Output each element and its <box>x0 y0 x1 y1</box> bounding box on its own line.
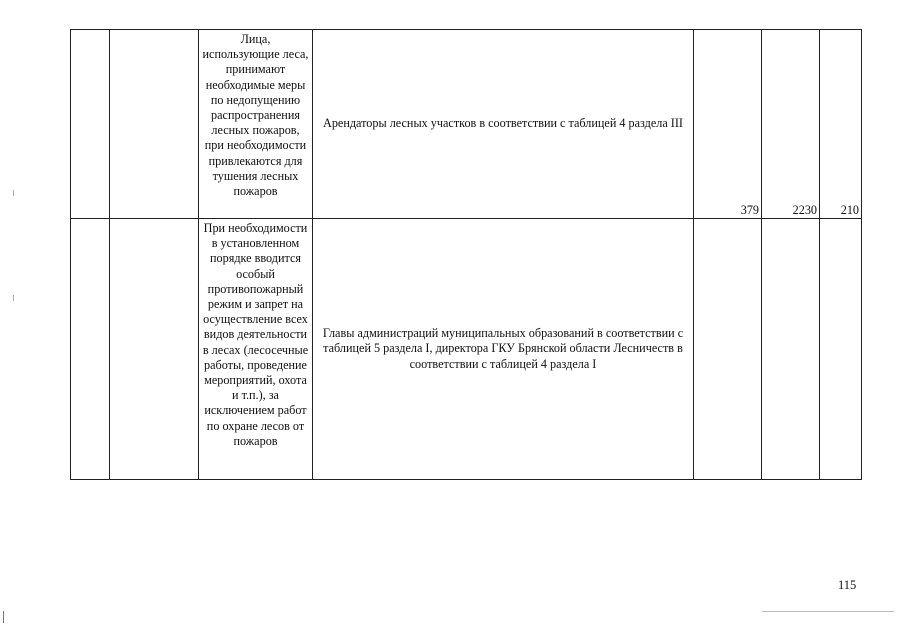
value-cell-1: 379 <box>694 30 762 219</box>
value-cell-2: 2230 <box>762 30 820 219</box>
value-cell-3: 210 <box>820 30 862 219</box>
value-cell-1 <box>694 219 762 480</box>
table-row <box>71 30 862 219</box>
scan-mark <box>13 190 14 196</box>
measures-cell: При необходимости в установленном порядке вводится особый противопожарный режим и запрет на осуществление всех видов деятельности в лесах (лесосечные работы, проведение мероприятий, охота и т.п.), за исключением работ по охране лесов от пожаров <box>199 219 313 480</box>
number-cell <box>71 219 110 480</box>
event-cell <box>110 30 199 219</box>
measures-cell: Лица, использующие леса, принимают необходимые меры по недопущению распространения лесных пожаров, при необходимости привлекаются для тушения лесных пожаров <box>199 30 313 219</box>
responsible-cell: Арендаторы лесных участков в соответствии с таблицей 4 раздела III <box>313 30 694 219</box>
scan-mark <box>13 295 14 301</box>
page-number: 115 <box>838 578 857 592</box>
footer-rule <box>762 611 894 612</box>
value-cell-2 <box>762 219 820 480</box>
value-cell-3 <box>820 219 862 480</box>
document-table <box>70 29 862 480</box>
scan-mark <box>3 611 4 623</box>
table-row <box>71 219 862 480</box>
number-cell <box>71 30 110 219</box>
responsible-cell: Главы администраций муниципальных образований в соответствии с таблицей 5 раздела I, директора ГКУ Брянской области Лесничеств в соответствии с таблицей 4 раздела I <box>313 219 694 480</box>
event-cell <box>110 219 199 480</box>
